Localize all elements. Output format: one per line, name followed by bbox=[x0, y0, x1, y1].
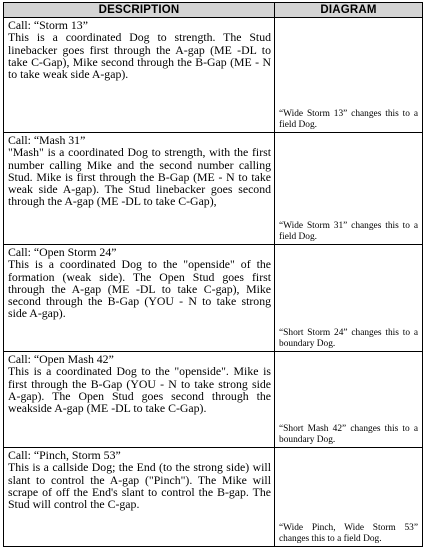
description-cell bbox=[4, 133, 275, 245]
description-cell bbox=[4, 18, 275, 133]
call-description: This is a coordinated Dog to the "openside" of the formation (weak side). The Open Stud goes first through the A-gap (ME -DL to take C-gap), Mike second through the B-Gap (YOU - N to take strong side A-gap). bbox=[8, 257, 271, 321]
description-cell bbox=[4, 245, 275, 352]
table-row bbox=[4, 245, 423, 352]
diagram-note: “Wide Pinch, Wide Storm 53” changes this to a field Dog. bbox=[279, 523, 418, 544]
call-name: Call: “Open Mash 42” bbox=[8, 352, 114, 366]
call-name: Call: “Storm 13” bbox=[8, 18, 88, 32]
call-name: Call: “Pinch, Storm 53” bbox=[8, 448, 121, 462]
call-name: Call: “Mash 31” bbox=[8, 133, 86, 147]
diagram-cell bbox=[275, 245, 423, 352]
table-row bbox=[4, 448, 423, 547]
description-cell bbox=[4, 448, 275, 547]
table-header-row bbox=[4, 3, 423, 18]
diagram-cell bbox=[275, 18, 423, 133]
description-cell bbox=[4, 352, 275, 448]
table-row bbox=[4, 133, 423, 245]
diagram-column-header: DIAGRAM bbox=[275, 3, 423, 18]
diagram-note: “Wide Storm 13” changes this to a field Dog. bbox=[279, 109, 418, 130]
call-description: This is a coordinated Dog to the "openside". Mike is first through the B-Gap (YOU - N to take strong side A-gap). The Open Stud goes second through the weakside A-gap (ME -DL to take C-Gap). bbox=[8, 364, 271, 416]
table-row bbox=[4, 352, 423, 448]
call-description: This is a coordinated Dog to strength. The Stud linebacker goes first through the A-gap (ME -DL to take C-Gap), Mike second through the B-Gap (ME - N to take weak side A-gap). bbox=[8, 30, 271, 82]
defense-calls-table bbox=[3, 2, 423, 547]
diagram-cell bbox=[275, 133, 423, 245]
diagram-note: “Wide Storm 31” changes this to a field Dog. bbox=[279, 221, 418, 242]
call-name: Call: “Open Storm 24” bbox=[8, 245, 117, 259]
diagram-note: “Short Mash 42” changes this to a boundary Dog. bbox=[279, 424, 418, 445]
diagram-note: “Short Storm 24” changes this to a boundary Dog. bbox=[279, 328, 418, 349]
diagram-cell bbox=[275, 448, 423, 547]
call-description: This is a callside Dog; the End (to the strong side) will slant to control the A-gap ("Pinch"). The Mike will scrape of off the End's slant to control the B-gap. The Stud will control the C-gap. bbox=[8, 460, 271, 512]
diagram-cell bbox=[275, 352, 423, 448]
description-column-header: DESCRIPTION bbox=[4, 3, 275, 18]
table-row bbox=[4, 18, 423, 133]
call-description: "Mash" is a coordinated Dog to strength, with the first number calling Mike and the second number calling Stud. Mike is first through the B-Gap (ME - N to take weak side A-gap). The Stud linebacker goes second through the A-gap (ME -DL to take C-Gap), bbox=[8, 145, 271, 209]
